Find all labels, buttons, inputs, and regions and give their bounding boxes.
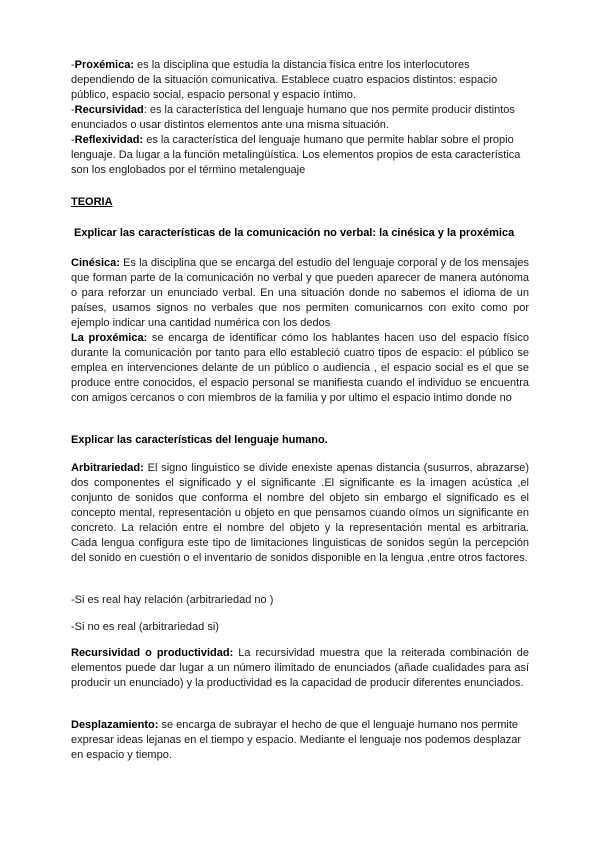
heading-lenguaje-humano: Explicar las características del lenguaje humano. — [71, 434, 328, 446]
reflexividad-term: Reflexividad: — [74, 134, 144, 146]
proxemica-definition: -Proxémica: es la disciplina que estudia la distancia física entre los interlocutores dependiendo de la situación comunicativa. Establece cuatro espacios distintos: espacio público, espacio social, espacio personal y espacio íntimo. — [71, 59, 498, 101]
si-es-real-line: -Si es real hay relación (arbitrariedad no ) — [71, 594, 274, 606]
la-proxemica-term: La proxémica: — [71, 332, 148, 344]
heading-no-verbal: Explicar las características de la comunicación no verbal: la cinésica y la proxémica — [74, 227, 515, 239]
cinesica-paragraph: Cinésica: Es la disciplina que se encarga del estudio del lenguaje corporal y de los mensajes que forman parte de la comunicación no verbal y que pueden aparecer de manera autónoma o para reforzar un enunciado verbal. En una situación donde no sabemos el idioma de un países, usamos signos no verbales que nos permiten comunicarnos con exito como por ejemplo indicar una cantidad numérica con los dedos — [71, 257, 529, 329]
arbitrariedad-paragraph: Arbitrariedad: El signo linguistico se divide enexiste apenas distancia (susurros, abrazarse) dos componentes el significado y el significante .El significante es la imagen acústica ,el conjunto de sonidos que conforma el nombre del objeto sin embargo el significado es el concepto mental, representación u objeto en que pensamos cuando oímos un significante en concreto. La relación entre el nombre del objeto y la representación mental es arbitraria. Cada lengua configura este tipo de limitaciones linguisticas de sonidos según la percepción del sonido en cuestión o el inventario de sonidos disponible en la lengua ,entre otros factores. — [71, 462, 529, 564]
la-proxemica-paragraph: La proxémica: se encarga de identificar cómo los hablantes hacen uso del espacio físico durante la comunicación por tanto para ello estableció cuatro tipos de espacio: el público se emplea en intervenciones delante de un público o audiencia , el espacio social es el que se produce entre conocidos, el espacio personal se manifiesta cuando el individuo se encuentra con amigos cercanos o con miembros de la familia y por ultimo el espacio intimo donde no — [71, 332, 529, 404]
arbitrariedad-term: Arbitrariedad: — [71, 462, 144, 474]
recursividad-term: Recursividad — [74, 104, 144, 116]
recursividad-productividad-term: Recursividad o productividad: — [71, 647, 234, 659]
desplazamiento-paragraph: Desplazamiento: se encarga de subrayar el hecho de que el lenguaje humano nos permite expresar ideas lejanas en el tiempo y espacio. Mediante el lenguaje nos podemos desplazar en espacio y tiempo. — [71, 719, 522, 761]
cinesica-term: Cinésica: — [71, 257, 120, 269]
recursividad-definition: -Recursividad: es la característica del lenguaje humano que nos permite producir distintos enunciados o usar distintos elementos ante una misma situación. — [71, 104, 515, 131]
section-title: TEORIA — [71, 196, 113, 208]
recursividad-productividad-paragraph: Recursividad o productividad: La recursividad muestra que la reiterada combinación de elementos puede dar lugar a un número ilimitado de enunciados (añade cualidades para así producir un enunciado) y la productividad es la capacidad de producir diferentes enunciados. — [71, 647, 529, 689]
proxemica-term: Proxémica: — [74, 59, 134, 71]
reflexividad-definition: -Reflexividad: es la característica del lenguaje humano que permite hablar sobre el propio lenguaje. Da lugar a la función metalingüística. Los elementos propios de esta característica son los englobados por el término metalenguaje — [71, 134, 521, 176]
si-no-es-real-line: -Si no es real (arbitrariedad si) — [71, 621, 219, 633]
desplazamiento-term: Desplazamiento: — [71, 719, 159, 731]
